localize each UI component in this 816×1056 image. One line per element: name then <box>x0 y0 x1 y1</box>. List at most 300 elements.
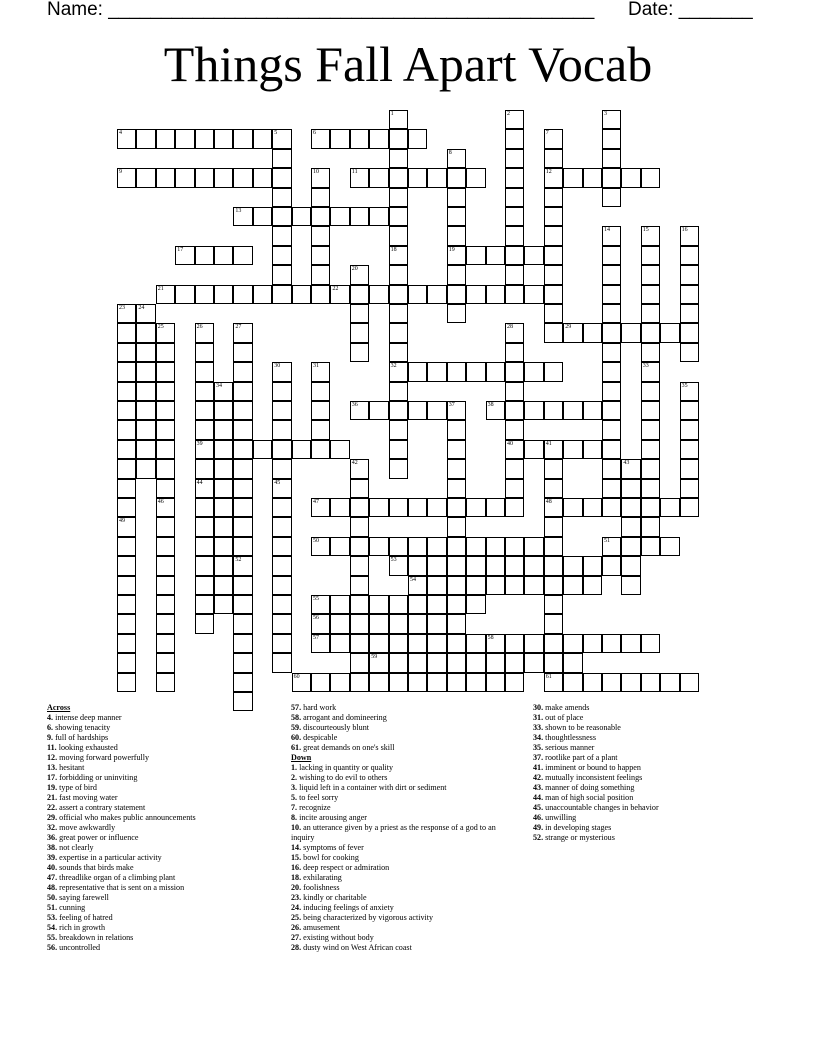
grid-cell[interactable] <box>641 343 660 362</box>
grid-cell[interactable] <box>253 207 272 226</box>
grid-cell[interactable] <box>602 459 621 478</box>
grid-cell[interactable] <box>680 265 699 284</box>
grid-cell[interactable] <box>311 401 330 420</box>
grid-cell[interactable] <box>389 226 408 245</box>
grid-cell[interactable] <box>427 576 446 595</box>
grid-cell[interactable] <box>466 285 485 304</box>
grid-cell[interactable] <box>214 285 233 304</box>
grid-cell[interactable] <box>389 537 408 556</box>
grid-cell[interactable] <box>350 129 369 148</box>
grid-cell[interactable] <box>621 323 640 342</box>
grid-cell[interactable] <box>272 498 291 517</box>
grid-cell[interactable] <box>486 634 505 653</box>
grid-cell[interactable] <box>369 207 388 226</box>
grid-cell[interactable] <box>621 634 640 653</box>
grid-cell[interactable] <box>214 537 233 556</box>
grid-cell[interactable] <box>175 246 194 265</box>
grid-cell[interactable] <box>214 459 233 478</box>
grid-cell[interactable] <box>466 362 485 381</box>
grid-cell[interactable] <box>272 556 291 575</box>
grid-cell[interactable] <box>117 362 136 381</box>
grid-cell[interactable] <box>505 362 524 381</box>
grid-cell[interactable] <box>233 343 252 362</box>
grid-cell[interactable] <box>311 382 330 401</box>
grid-cell[interactable] <box>156 479 175 498</box>
grid-cell[interactable] <box>680 343 699 362</box>
grid-cell[interactable] <box>427 634 446 653</box>
grid-cell[interactable] <box>524 401 543 420</box>
grid-cell[interactable] <box>524 537 543 556</box>
grid-cell[interactable] <box>311 673 330 692</box>
grid-cell[interactable] <box>272 401 291 420</box>
grid-cell[interactable] <box>408 168 427 187</box>
grid-cell[interactable] <box>408 556 427 575</box>
grid-cell[interactable] <box>350 479 369 498</box>
grid-cell[interactable] <box>311 440 330 459</box>
grid-cell[interactable] <box>505 323 524 342</box>
grid-cell[interactable] <box>156 420 175 439</box>
grid-cell[interactable] <box>117 595 136 614</box>
grid-cell[interactable] <box>505 479 524 498</box>
grid-cell[interactable] <box>214 129 233 148</box>
grid-cell[interactable] <box>602 129 621 148</box>
grid-cell[interactable] <box>272 595 291 614</box>
grid-cell[interactable] <box>680 304 699 323</box>
grid-cell[interactable] <box>505 653 524 672</box>
grid-cell[interactable] <box>408 673 427 692</box>
grid-cell[interactable] <box>583 576 602 595</box>
grid-cell[interactable] <box>350 401 369 420</box>
grid-cell[interactable] <box>156 653 175 672</box>
grid-cell[interactable] <box>350 207 369 226</box>
grid-cell[interactable] <box>195 556 214 575</box>
grid-cell[interactable] <box>544 653 563 672</box>
grid-cell[interactable] <box>311 420 330 439</box>
grid-cell[interactable] <box>621 576 640 595</box>
grid-cell[interactable] <box>369 168 388 187</box>
grid-cell[interactable] <box>389 459 408 478</box>
grid-cell[interactable] <box>369 653 388 672</box>
grid-cell[interactable] <box>117 401 136 420</box>
grid-cell[interactable] <box>214 246 233 265</box>
grid-cell[interactable] <box>602 188 621 207</box>
grid-cell[interactable] <box>272 207 291 226</box>
grid-cell[interactable] <box>544 634 563 653</box>
grid-cell[interactable] <box>389 420 408 439</box>
grid-cell[interactable] <box>602 556 621 575</box>
grid-cell[interactable] <box>408 285 427 304</box>
grid-cell[interactable] <box>641 382 660 401</box>
grid-cell[interactable] <box>602 362 621 381</box>
grid-cell[interactable] <box>466 576 485 595</box>
grid-cell[interactable] <box>544 498 563 517</box>
grid-cell[interactable] <box>136 362 155 381</box>
grid-cell[interactable] <box>311 537 330 556</box>
grid-cell[interactable] <box>195 517 214 536</box>
grid-cell[interactable] <box>505 673 524 692</box>
grid-cell[interactable] <box>447 168 466 187</box>
grid-cell[interactable] <box>447 226 466 245</box>
grid-cell[interactable] <box>292 207 311 226</box>
grid-cell[interactable] <box>680 401 699 420</box>
grid-cell[interactable] <box>486 498 505 517</box>
grid-cell[interactable] <box>195 246 214 265</box>
grid-cell[interactable] <box>641 440 660 459</box>
grid-cell[interactable] <box>466 537 485 556</box>
grid-cell[interactable] <box>621 498 640 517</box>
grid-cell[interactable] <box>447 440 466 459</box>
grid-cell[interactable] <box>175 285 194 304</box>
grid-cell[interactable] <box>311 226 330 245</box>
grid-cell[interactable] <box>505 285 524 304</box>
grid-cell[interactable] <box>602 168 621 187</box>
grid-cell[interactable] <box>117 459 136 478</box>
grid-cell[interactable] <box>621 517 640 536</box>
grid-cell[interactable] <box>408 634 427 653</box>
grid-cell[interactable] <box>311 168 330 187</box>
grid-cell[interactable] <box>563 653 582 672</box>
grid-cell[interactable] <box>350 285 369 304</box>
grid-cell[interactable] <box>544 149 563 168</box>
grid-cell[interactable] <box>602 401 621 420</box>
grid-cell[interactable] <box>427 556 446 575</box>
grid-cell[interactable] <box>505 226 524 245</box>
grid-cell[interactable] <box>350 653 369 672</box>
grid-cell[interactable] <box>447 459 466 478</box>
grid-cell[interactable] <box>408 537 427 556</box>
grid-cell[interactable] <box>389 614 408 633</box>
grid-cell[interactable] <box>602 498 621 517</box>
grid-cell[interactable] <box>233 673 252 692</box>
grid-cell[interactable] <box>350 265 369 284</box>
grid-cell[interactable] <box>233 498 252 517</box>
grid-cell[interactable] <box>641 226 660 245</box>
grid-cell[interactable] <box>311 188 330 207</box>
grid-cell[interactable] <box>330 285 349 304</box>
grid-cell[interactable] <box>641 168 660 187</box>
grid-cell[interactable] <box>156 382 175 401</box>
grid-cell[interactable] <box>369 595 388 614</box>
grid-cell[interactable] <box>524 634 543 653</box>
grid-cell[interactable] <box>195 576 214 595</box>
grid-cell[interactable] <box>156 401 175 420</box>
grid-cell[interactable] <box>233 653 252 672</box>
grid-cell[interactable] <box>330 673 349 692</box>
grid-cell[interactable] <box>447 595 466 614</box>
grid-cell[interactable] <box>233 382 252 401</box>
grid-cell[interactable] <box>136 401 155 420</box>
grid-cell[interactable] <box>389 634 408 653</box>
grid-cell[interactable] <box>233 207 252 226</box>
grid-cell[interactable] <box>544 479 563 498</box>
grid-cell[interactable] <box>233 323 252 342</box>
grid-cell[interactable] <box>602 382 621 401</box>
grid-cell[interactable] <box>544 614 563 633</box>
grid-cell[interactable] <box>195 285 214 304</box>
grid-cell[interactable] <box>156 537 175 556</box>
grid-cell[interactable] <box>272 634 291 653</box>
grid-cell[interactable] <box>272 149 291 168</box>
grid-cell[interactable] <box>641 498 660 517</box>
grid-cell[interactable] <box>505 188 524 207</box>
grid-cell[interactable] <box>524 556 543 575</box>
grid-cell[interactable] <box>175 168 194 187</box>
grid-cell[interactable] <box>350 459 369 478</box>
grid-cell[interactable] <box>272 188 291 207</box>
grid-cell[interactable] <box>311 265 330 284</box>
grid-cell[interactable] <box>544 517 563 536</box>
grid-cell[interactable] <box>253 285 272 304</box>
grid-cell[interactable] <box>389 246 408 265</box>
grid-cell[interactable] <box>427 614 446 633</box>
grid-cell[interactable] <box>156 362 175 381</box>
grid-cell[interactable] <box>272 440 291 459</box>
grid-cell[interactable] <box>563 634 582 653</box>
grid-cell[interactable] <box>389 673 408 692</box>
grid-cell[interactable] <box>330 634 349 653</box>
grid-cell[interactable] <box>505 265 524 284</box>
grid-cell[interactable] <box>330 537 349 556</box>
grid-cell[interactable] <box>156 459 175 478</box>
grid-cell[interactable] <box>117 440 136 459</box>
grid-cell[interactable] <box>233 614 252 633</box>
grid-cell[interactable] <box>660 537 679 556</box>
grid-cell[interactable] <box>389 207 408 226</box>
grid-cell[interactable] <box>389 595 408 614</box>
grid-cell[interactable] <box>602 149 621 168</box>
grid-cell[interactable] <box>427 401 446 420</box>
grid-cell[interactable] <box>660 498 679 517</box>
grid-cell[interactable] <box>136 129 155 148</box>
grid-cell[interactable] <box>195 129 214 148</box>
grid-cell[interactable] <box>680 479 699 498</box>
grid-cell[interactable] <box>136 420 155 439</box>
grid-cell[interactable] <box>117 323 136 342</box>
grid-cell[interactable] <box>195 614 214 633</box>
grid-cell[interactable] <box>214 517 233 536</box>
grid-cell[interactable] <box>447 537 466 556</box>
grid-cell[interactable] <box>486 246 505 265</box>
grid-cell[interactable] <box>214 168 233 187</box>
grid-cell[interactable] <box>583 323 602 342</box>
grid-cell[interactable] <box>641 323 660 342</box>
grid-cell[interactable] <box>389 382 408 401</box>
grid-cell[interactable] <box>505 634 524 653</box>
grid-cell[interactable] <box>389 401 408 420</box>
grid-cell[interactable] <box>156 323 175 342</box>
grid-cell[interactable] <box>195 168 214 187</box>
grid-cell[interactable] <box>214 420 233 439</box>
grid-cell[interactable] <box>602 304 621 323</box>
grid-cell[interactable] <box>117 168 136 187</box>
grid-cell[interactable] <box>680 323 699 342</box>
grid-cell[interactable] <box>602 634 621 653</box>
grid-cell[interactable] <box>330 207 349 226</box>
grid-cell[interactable] <box>156 285 175 304</box>
grid-cell[interactable] <box>214 498 233 517</box>
grid-cell[interactable] <box>486 576 505 595</box>
grid-cell[interactable] <box>466 168 485 187</box>
grid-cell[interactable] <box>253 168 272 187</box>
grid-cell[interactable] <box>621 168 640 187</box>
grid-cell[interactable] <box>195 382 214 401</box>
grid-cell[interactable] <box>486 653 505 672</box>
grid-cell[interactable] <box>350 323 369 342</box>
grid-cell[interactable] <box>330 129 349 148</box>
grid-cell[interactable] <box>447 576 466 595</box>
grid-cell[interactable] <box>466 653 485 672</box>
grid-cell[interactable] <box>602 673 621 692</box>
grid-cell[interactable] <box>389 188 408 207</box>
grid-cell[interactable] <box>233 556 252 575</box>
grid-cell[interactable] <box>621 673 640 692</box>
grid-cell[interactable] <box>389 285 408 304</box>
grid-cell[interactable] <box>389 323 408 342</box>
grid-cell[interactable] <box>544 537 563 556</box>
grid-cell[interactable] <box>389 149 408 168</box>
grid-cell[interactable] <box>195 420 214 439</box>
grid-cell[interactable] <box>466 556 485 575</box>
grid-cell[interactable] <box>272 459 291 478</box>
grid-cell[interactable] <box>233 168 252 187</box>
grid-cell[interactable] <box>583 556 602 575</box>
grid-cell[interactable] <box>389 498 408 517</box>
grid-cell[interactable] <box>272 479 291 498</box>
grid-cell[interactable] <box>680 440 699 459</box>
grid-cell[interactable] <box>563 440 582 459</box>
grid-cell[interactable] <box>602 110 621 129</box>
grid-cell[interactable] <box>272 265 291 284</box>
grid-cell[interactable] <box>680 246 699 265</box>
grid-cell[interactable] <box>602 537 621 556</box>
grid-cell[interactable] <box>156 168 175 187</box>
grid-cell[interactable] <box>486 362 505 381</box>
grid-cell[interactable] <box>505 343 524 362</box>
grid-cell[interactable] <box>621 556 640 575</box>
grid-cell[interactable] <box>272 285 291 304</box>
grid-cell[interactable] <box>350 537 369 556</box>
grid-cell[interactable] <box>563 556 582 575</box>
grid-cell[interactable] <box>641 285 660 304</box>
grid-cell[interactable] <box>680 420 699 439</box>
grid-cell[interactable] <box>408 614 427 633</box>
grid-cell[interactable] <box>292 285 311 304</box>
grid-cell[interactable] <box>602 226 621 245</box>
grid-cell[interactable] <box>486 401 505 420</box>
grid-cell[interactable] <box>175 129 194 148</box>
date-field[interactable]: Date: _______ <box>628 0 753 20</box>
grid-cell[interactable] <box>486 537 505 556</box>
grid-cell[interactable] <box>680 498 699 517</box>
grid-cell[interactable] <box>389 129 408 148</box>
grid-cell[interactable] <box>253 129 272 148</box>
grid-cell[interactable] <box>641 401 660 420</box>
grid-cell[interactable] <box>427 537 446 556</box>
grid-cell[interactable] <box>641 517 660 536</box>
grid-cell[interactable] <box>156 634 175 653</box>
grid-cell[interactable] <box>583 401 602 420</box>
grid-cell[interactable] <box>583 498 602 517</box>
grid-cell[interactable] <box>544 323 563 342</box>
grid-cell[interactable] <box>602 479 621 498</box>
grid-cell[interactable] <box>117 129 136 148</box>
grid-cell[interactable] <box>272 653 291 672</box>
grid-cell[interactable] <box>330 614 349 633</box>
grid-cell[interactable] <box>117 673 136 692</box>
grid-cell[interactable] <box>427 498 446 517</box>
grid-cell[interactable] <box>233 595 252 614</box>
grid-cell[interactable] <box>563 168 582 187</box>
grid-cell[interactable] <box>195 343 214 362</box>
grid-cell[interactable] <box>330 595 349 614</box>
grid-cell[interactable] <box>602 265 621 284</box>
grid-cell[interactable] <box>505 401 524 420</box>
grid-cell[interactable] <box>544 265 563 284</box>
grid-cell[interactable] <box>641 246 660 265</box>
grid-cell[interactable] <box>447 634 466 653</box>
grid-cell[interactable] <box>117 517 136 536</box>
grid-cell[interactable] <box>447 149 466 168</box>
grid-cell[interactable] <box>350 517 369 536</box>
grid-cell[interactable] <box>136 382 155 401</box>
grid-cell[interactable] <box>195 440 214 459</box>
grid-cell[interactable] <box>233 479 252 498</box>
grid-cell[interactable] <box>389 653 408 672</box>
grid-cell[interactable] <box>505 459 524 478</box>
grid-cell[interactable] <box>641 304 660 323</box>
grid-cell[interactable] <box>544 226 563 245</box>
grid-cell[interactable] <box>583 634 602 653</box>
grid-cell[interactable] <box>311 362 330 381</box>
grid-cell[interactable] <box>466 595 485 614</box>
grid-cell[interactable] <box>466 246 485 265</box>
grid-cell[interactable] <box>389 343 408 362</box>
grid-cell[interactable] <box>156 343 175 362</box>
grid-cell[interactable] <box>117 653 136 672</box>
grid-cell[interactable] <box>330 498 349 517</box>
grid-cell[interactable] <box>272 382 291 401</box>
grid-cell[interactable] <box>233 537 252 556</box>
grid-cell[interactable] <box>272 362 291 381</box>
grid-cell[interactable] <box>621 479 640 498</box>
grid-cell[interactable] <box>602 246 621 265</box>
grid-cell[interactable] <box>350 304 369 323</box>
grid-cell[interactable] <box>408 362 427 381</box>
grid-cell[interactable] <box>524 440 543 459</box>
grid-cell[interactable] <box>214 382 233 401</box>
grid-cell[interactable] <box>233 129 252 148</box>
grid-cell[interactable] <box>544 459 563 478</box>
grid-cell[interactable] <box>214 595 233 614</box>
grid-cell[interactable] <box>369 401 388 420</box>
grid-cell[interactable] <box>563 673 582 692</box>
grid-cell[interactable] <box>292 440 311 459</box>
grid-cell[interactable] <box>544 304 563 323</box>
grid-cell[interactable] <box>427 285 446 304</box>
grid-cell[interactable] <box>563 323 582 342</box>
grid-cell[interactable] <box>311 634 330 653</box>
grid-cell[interactable] <box>505 110 524 129</box>
grid-cell[interactable] <box>369 129 388 148</box>
grid-cell[interactable] <box>563 498 582 517</box>
grid-cell[interactable] <box>389 110 408 129</box>
grid-cell[interactable] <box>660 673 679 692</box>
grid-cell[interactable] <box>505 576 524 595</box>
grid-cell[interactable] <box>117 479 136 498</box>
grid-cell[interactable] <box>389 265 408 284</box>
grid-cell[interactable] <box>447 246 466 265</box>
grid-cell[interactable] <box>583 168 602 187</box>
